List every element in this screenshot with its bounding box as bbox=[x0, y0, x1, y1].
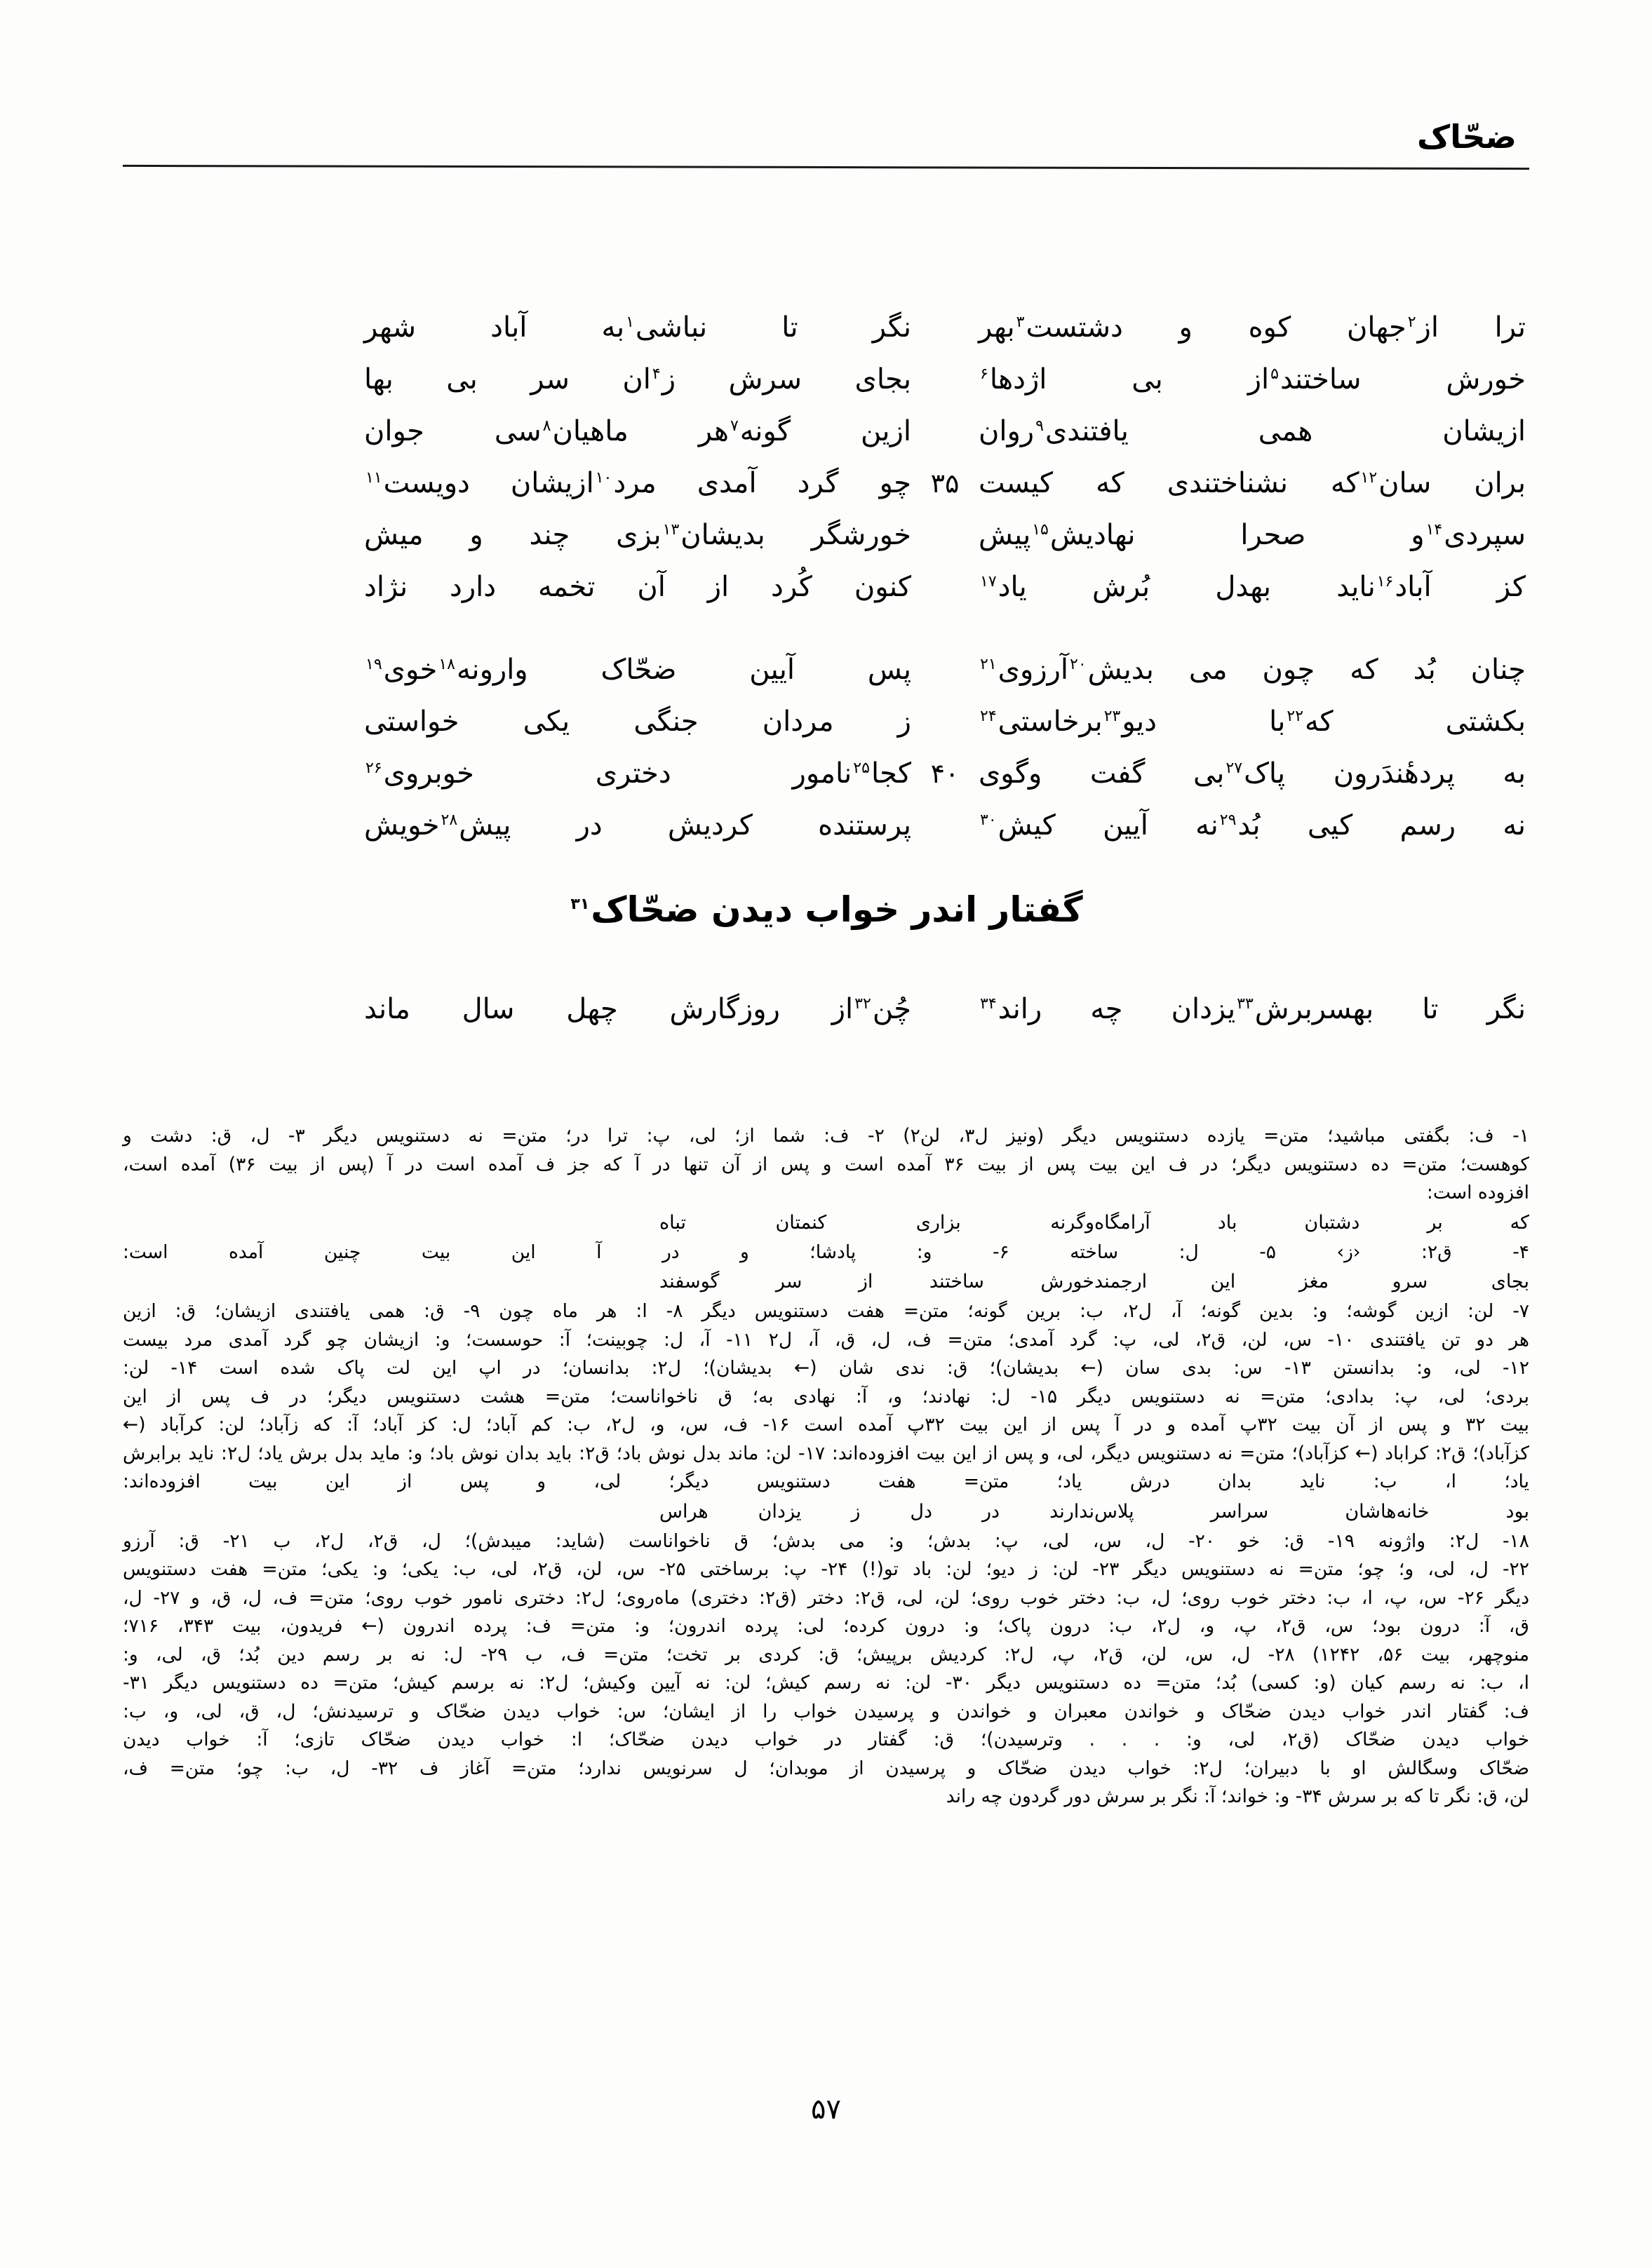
hemistich-left bbox=[979, 509, 1526, 561]
running-head-area bbox=[123, 119, 1529, 168]
footnote-line: ۱۸- ل۲: واژونه ۱۹- ق: خو ۲۰- ل، س، لی، پ: بدش؛ و: می بدش؛ ق ناخواناست (شاید: میبدش)؛ ل، ق۲، ل۲، ب ۲۱- ق: آرزو bbox=[123, 1530, 1529, 1552]
inset-hemistich-left: وگرنه بزاری کنمتان تباه bbox=[659, 1211, 1094, 1234]
hemistich-right-tail: ان سر بی بها bbox=[364, 363, 651, 396]
hemistich-left bbox=[979, 302, 1526, 353]
hemistich-left-text: به پردهٔندَرون پاک bbox=[1244, 757, 1526, 790]
hemistich-right-text: ازین گونه bbox=[739, 415, 911, 447]
hemistich-right-text: خورشگر بدیشان bbox=[680, 519, 911, 551]
page-number: ۵۷ bbox=[811, 2093, 841, 2126]
hemistich-right bbox=[336, 353, 911, 405]
hemistich-right bbox=[336, 457, 911, 509]
footnote-line: لن، ق: نگر تا که بر سرش ۳۴- و: خواند؛ آ: نگر بر سرش دور گردون چه راند bbox=[946, 1786, 1529, 1807]
verse-line bbox=[210, 302, 1526, 353]
hemistich-right bbox=[336, 302, 911, 353]
footnote-ref: ۱۳ bbox=[662, 520, 680, 539]
footnote-ref: ۲۳ bbox=[1103, 707, 1121, 725]
verse-block bbox=[210, 302, 1526, 851]
hemistich-right-text: نگر تا نباشی bbox=[635, 311, 911, 344]
verse-line bbox=[210, 748, 1526, 799]
hemistich-left bbox=[979, 561, 1526, 613]
hemistich-right-text: چُن bbox=[872, 993, 911, 1025]
verse-line bbox=[210, 509, 1526, 561]
hemistich-right bbox=[336, 799, 911, 851]
footnote-line: هر دو تن یافتندی ۱۰- س، لن، ق۲، لی، پ: گرد آمدی؛ متن= ف، ل، ق، آ، ل۲ ۱۱- آ، ل: چوبینت؛ آ: حوسست؛ و: ازیشان چو گرد آمدی مرد بیست bbox=[123, 1328, 1529, 1351]
footnote-ref: ۱۰ bbox=[595, 468, 612, 487]
verse-line bbox=[210, 983, 1526, 1035]
footnote-ref: ۲۴ bbox=[980, 707, 997, 725]
hemistich-right-text: چو گرد آمدی مرد bbox=[613, 467, 911, 499]
hemistich-right bbox=[336, 509, 911, 561]
hemistich-left-tail2: برخاستی bbox=[998, 706, 1103, 738]
hemistich-left-tail: روان bbox=[979, 415, 1035, 447]
hemistich-left-text: نگر تا بهسربرش bbox=[1254, 993, 1526, 1025]
hemistich-left bbox=[979, 644, 1526, 696]
footnote-ref: ۱۵ bbox=[1032, 520, 1049, 539]
hemistich-left bbox=[979, 696, 1526, 748]
hemistich-right: کنون کُرد از آن تخمه دارد نژاد bbox=[364, 571, 911, 603]
inset-hemistich-left: ندارند در دل ز یزدان هراس bbox=[659, 1500, 1094, 1523]
footnote-ref: ۳۳ bbox=[1237, 994, 1254, 1013]
footnote-line: منوچهر، بیت ۵۶، ۱۲۴۲) ۲۸- ل، س، لن، ق۲، پ، ل۲: کردیش برپیش؛ ق: کردی بر تخت؛ متن= ف، ب ۲۹- ل: نه بر رسم دین بُد؛ ق، لی، و: bbox=[123, 1643, 1530, 1666]
hemistich-left-text: بران سان bbox=[1378, 467, 1526, 499]
footnote-ref: ۸ bbox=[542, 417, 551, 435]
footnote-line: ۷- لن: ازین گوشه؛ و: بدین گونه؛ آ، ل۲، ب: برین گونه؛ متن= هفت دستنویس دیگر ۸- ا: هر ماه چون ۹- ق: همی یافتندی ازیشان؛ ق: ازین bbox=[123, 1300, 1530, 1322]
footnote-ref: ۱۴ bbox=[1425, 520, 1443, 539]
hemistich-left-tail: که نشناختندی که کیست bbox=[979, 467, 1359, 499]
hemistich-left-text: کز آباد bbox=[1395, 571, 1526, 603]
footnote-ref: ۲۱ bbox=[980, 655, 997, 673]
hemistich-right-text: بجای سرش ز bbox=[662, 363, 912, 396]
footnote-ref: ۱۱ bbox=[365, 468, 382, 487]
footnote-ref: ۱۸ bbox=[438, 655, 455, 673]
footnote-inset-verse bbox=[123, 1208, 1529, 1238]
footnote-ref: ۲ bbox=[1407, 313, 1416, 331]
footnote-ref: ۲۶ bbox=[365, 759, 382, 777]
verse-number: ۴۰ bbox=[930, 758, 960, 789]
footnote-line: خواب دیدن ضحّاک (ق۲، لی، و: . . . وترسیدن)؛ ق: گفتار در خواب دیدن ضحّاک؛ ا: خواب دیدن ضحّاک تازی؛ آ: خواب دیدن bbox=[123, 1729, 1530, 1750]
hemistich-left bbox=[979, 983, 1526, 1035]
hemistich-right bbox=[336, 748, 911, 799]
inset-hemistich-left: خورش ساختند از سر گوسفند bbox=[659, 1271, 1094, 1292]
hemistich-left-tail2: بهر bbox=[979, 311, 1015, 344]
footnote-line: افزوده است: bbox=[1426, 1182, 1529, 1203]
footnote-line: کزآباد)؛ ق۲: کراباد (← کزآباد)؛ متن= نه دستنویس دیگر، لی، و پس از این بیت افزوده‌اند: ۱۷- لن: ماند بدل نوش باد؛ ق۲: باید بدان نوش باد؛ و: ماید بدل برش یاد؛ ل۲: ناید برابرش bbox=[123, 1442, 1530, 1464]
verse-line bbox=[210, 561, 1526, 613]
hemistich-left-tail: از بی اژدها bbox=[989, 363, 1270, 396]
section-heading-text: گفتار اندر خواب دیدن ضحّاک bbox=[591, 889, 1083, 930]
hemistich-left-tail2: پیش bbox=[979, 519, 1031, 551]
footnote-line: ا، ب: نه رسم کیان (و: کسی) بُد؛ متن= ده دستنویس دیگر ۳۰- لن: نه رسم کیش؛ لن: نه آیین وکیش؛ ل۲: نه برسم کیش؛ متن= ده دستنویس دیگر ۳۱- bbox=[123, 1672, 1529, 1694]
footnote-line: ۴- ق۲: ‹ز› ۵- ل: ساخته ۶- و: پادشا؛ و در آ این بیت چنین آمده است: bbox=[123, 1241, 1529, 1263]
hemistich-left-tail: جهان کوه و دشتست bbox=[1026, 311, 1406, 344]
footnote-ref: ۵ bbox=[1270, 365, 1279, 383]
running-head-title: ضحّاک bbox=[1417, 118, 1517, 156]
hemistich-right-tail2: سی جوان bbox=[364, 415, 542, 447]
footnote-line: ۱- ف: بگفتی مباشید؛ متن= یازده دستنویس دیگر (ونیز ل۳، لن۲) ۲- ف: شما از؛ لی، پ: ترا در؛ متن= نه دستنویس دیگر ۳- ل، ق: دشت و bbox=[123, 1125, 1529, 1147]
hemistich-right-text: پس آیین ضحّاک وارونه bbox=[456, 654, 911, 686]
hemistich-left bbox=[979, 353, 1526, 405]
hemistich-left bbox=[979, 457, 1526, 509]
hemistich-left-tail: بی گفت وگوی bbox=[979, 757, 1225, 790]
inset-hemistich-right: که بر دشتبان باد آرامگاه bbox=[1094, 1211, 1529, 1234]
footnote-ref: ۳۱ bbox=[570, 896, 590, 914]
footnote-line: یاد؛ ا، ب: ناید بدان درش یاد؛ متن= هفت دستنویس دیگر؛ لی، و پس از این بیت افزوده‌اند: bbox=[123, 1471, 1529, 1492]
verse-line bbox=[210, 457, 1526, 509]
footnote-ref: ۴ bbox=[652, 365, 661, 383]
hemistich-left-text: خورش ساختند bbox=[1280, 363, 1526, 396]
hemistich-left-tail: آرزوی bbox=[998, 654, 1069, 686]
header-divider-rule bbox=[123, 164, 1529, 169]
hemistich-left-text: بکشتی که bbox=[1305, 706, 1526, 738]
verse-line bbox=[210, 405, 1526, 457]
verse-number: ۳۵ bbox=[930, 468, 960, 499]
hemistich-left-tail: و صحرا نهادیش bbox=[1049, 519, 1425, 551]
hemistich-right-tail: از روزگارش چهل سال ماند bbox=[364, 993, 854, 1025]
hemistich-left-text: نه رسم کیی بُد bbox=[1237, 809, 1526, 842]
hemistich-left-tail: با دیو bbox=[1122, 706, 1286, 738]
footnote-line: دیگر ۲۶- س، پ، ا، ب: دختر خوب روی؛ ل، ب: دختر خوب روی؛ لن، لی، ق۲: دختر (ق۲: دختری) ماه‌روی؛ ل۲: دختری نامور خوب روی؛ متن= ف، ل، ق، و ۲۷- ل، bbox=[123, 1586, 1529, 1609]
hemistich-right-tail: خوی bbox=[383, 654, 438, 686]
footnote-ref: ۳۰ bbox=[980, 811, 997, 829]
footnote-line: ضحّاک وسگالش او با دبیران؛ ل۲: خواب دیدن ضحّاک و پرسیدن از موبدان؛ ل سرنویس ندارد؛ متن= آغاز ف ۳۲- ل، ب: چو؛ متن= ف، bbox=[123, 1757, 1529, 1779]
footnote-ref: ۲۸ bbox=[441, 811, 458, 829]
footnote-ref: ۳۴ bbox=[980, 994, 997, 1013]
footnote-line: ف: گفتار اندر خواب دیدن ضحّاک و خواندن معبران و خواندن و پرسیدن خواب را از ایشان؛ س: خواب دیدن ضحّاک و ترسیدنش؛ ل، ق، لی، و، ب: bbox=[123, 1700, 1529, 1722]
footnote-ref: ۱ bbox=[626, 313, 634, 331]
verse-line bbox=[210, 696, 1526, 748]
hemistich-left-tail: نه آیین کیش bbox=[998, 809, 1218, 842]
footnote-apparatus bbox=[123, 1122, 1529, 1811]
heading-verse-block bbox=[210, 983, 1526, 1035]
hemistich-left bbox=[979, 405, 1526, 457]
footnote-inset-verse bbox=[123, 1497, 1529, 1527]
footnote-line: بردی؛ لی، پ: بدادی؛ متن= نه دستنویس دیگر ۱۵- ل: نهادند؛ و، آ: نهادی به؛ ق ناخواناست؛ متن= هشت دستنویس دیگر؛ در ف پس از این bbox=[123, 1385, 1529, 1408]
inset-hemistich-right: بجای سرو مغز این ارجمند bbox=[1094, 1271, 1529, 1292]
footnote-ref: ۶ bbox=[980, 365, 988, 383]
footnote-ref: ۱۲ bbox=[1360, 468, 1378, 487]
footnote-ref: ۷ bbox=[730, 417, 739, 435]
hemistich-right-tail: نامور دختری خوبروی bbox=[383, 757, 852, 790]
hemistich-right-text: کجا bbox=[871, 757, 911, 790]
hemistich-left-text: ترا از bbox=[1417, 311, 1526, 344]
footnote-ref: ۲۷ bbox=[1225, 759, 1243, 777]
footnote-line: بیت ۳۲ و پس از آن بیت ۳۲پ آمده و در آ پس از این بیت ۳۲پ آمده است ۱۶- ف، س، و، ل۲، ب: کم آباد؛ ل: کز آباد؛ آ: که زآباد؛ لن: کرآباد (← bbox=[123, 1414, 1529, 1436]
hemistich-right-tail: خویش bbox=[364, 809, 440, 842]
hemistich-right-tail: ازیشان دویست bbox=[383, 467, 594, 499]
hemistich-left-tail: ناید بهدل بُرش یاد bbox=[998, 571, 1376, 603]
footnote-ref: ۲۹ bbox=[1219, 811, 1237, 829]
hemistich-left-tail: یزدان چه راند bbox=[998, 993, 1236, 1025]
footnote-ref: ۱۶ bbox=[1376, 572, 1394, 590]
hemistich-left bbox=[979, 748, 1526, 799]
hemistich-left-text: چنان بُد که چون می بدیش bbox=[1087, 654, 1526, 686]
hemistich-right-tail: بزی چند و میش bbox=[364, 519, 662, 551]
stanza-gap bbox=[210, 613, 1526, 644]
hemistich-left bbox=[979, 799, 1526, 851]
footnote-line: ۱۲- لی، و: بدانستن ۱۳- س: بدی سان (← بدیشان)؛ ق: ندی شان (← بدیشان)؛ ل۲: بدانسان؛ در اپ این لت پاک شده است ۱۴- لن: bbox=[123, 1357, 1530, 1379]
hemistich-left-text: ازیشان همی یافتندی bbox=[1045, 415, 1526, 447]
hemistich-right bbox=[336, 405, 911, 457]
hemistich-right: ز مردان جنگی یکی خواستی bbox=[364, 706, 911, 738]
hemistich-right bbox=[336, 983, 911, 1035]
section-heading bbox=[0, 889, 1652, 930]
footnote-line: کوهست؛ متن= ده دستنویس دیگر؛ در ف این بیت پس از بیت ۳۶ آمده است و پس از آن تنها در آ که جز ف آمده است در آ (پس از بیت ۳۶) آمده است، bbox=[123, 1153, 1529, 1175]
footnote-ref: ۲۲ bbox=[1287, 707, 1304, 725]
footnote-ref: ۳۲ bbox=[854, 994, 871, 1013]
footnote-inset-verse bbox=[123, 1267, 1529, 1297]
hemistich-right-tail: هر ماهیان bbox=[552, 415, 729, 447]
hemistich-right bbox=[336, 644, 911, 696]
verse-line bbox=[210, 799, 1526, 851]
footnote-line: ۲۲- ل، لی، و؛ چو؛ متن= نه دستنویس دیگر ۲۳- لن: ز دیو؛ لن: باد تو(!) ۲۴- پ: برساختی ۲۵- س، لن، ق۲، لی، ب: یکی؛ و: یکی؛ متن= هفت دستنویس bbox=[123, 1558, 1529, 1580]
verse-line bbox=[210, 353, 1526, 405]
hemistich-right-text: پرستنده کردیش در پیش bbox=[459, 809, 911, 842]
footnote-ref: ۹ bbox=[1035, 417, 1044, 435]
footnote-ref: ۲۰ bbox=[1070, 655, 1087, 673]
hemistich-left-text: سپردی bbox=[1444, 519, 1526, 551]
footnote-ref: ۳ bbox=[1016, 313, 1025, 331]
footnote-line: ق، آ: درون بود؛ س، ق۲، پ، و، ل۲، ب: درون پاک؛ و: درون کرده؛ لی: پرده اندرون؛ و: متن= ف: پرده اندرون (← فریدون، بیت ۳۴۳، ۷۱۶؛ bbox=[123, 1615, 1529, 1637]
hemistich-right-tail: به آباد شهر bbox=[364, 311, 625, 344]
footnote-ref: ۲۵ bbox=[853, 759, 870, 777]
verse-line bbox=[210, 644, 1526, 696]
footnote-ref: ۱۹ bbox=[365, 655, 382, 673]
inset-hemistich-right: بود خانه‌هاشان سراسر پلاس bbox=[1094, 1500, 1529, 1523]
footnote-ref: ۱۷ bbox=[980, 572, 997, 590]
